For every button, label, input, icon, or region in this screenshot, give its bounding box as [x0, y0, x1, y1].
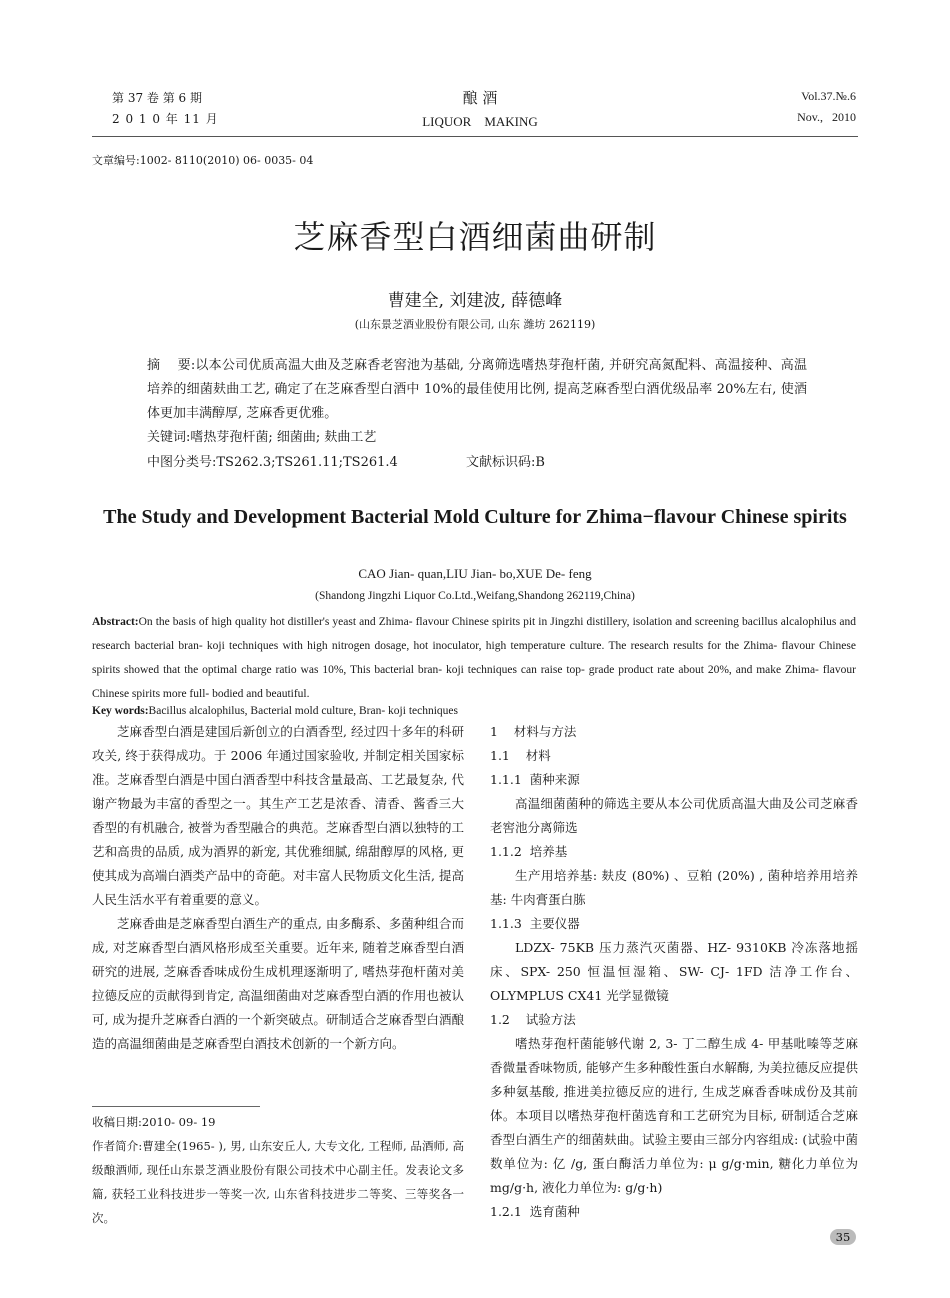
body-paragraph: 生产用培养基: 麸皮 (80%) 、豆粕 (20%) , 菌种培养用培养基: 牛肉膏蛋白胨 — [490, 868, 858, 907]
en-abstract — [92, 610, 856, 706]
journal-volume: 第 37 卷 第 6 期 — [112, 91, 202, 105]
section-heading: 1.1.3 主要仪器 — [490, 916, 580, 931]
keywords-cn: 关键词:嗜热芽孢杆菌; 细菌曲; 麸曲工艺 — [147, 430, 377, 445]
body-paragraph: LDZX- 75KB 压力蒸汽灭菌器、HZ- 9310KB 冷冻落地摇床、SPX- 250 恒温恒湿箱、SW- CJ- 1FD 洁净工作台、OLYMPLUS CX41 光学显微镜 — [490, 940, 858, 1003]
section-heading: 1.1.1 菌种来源 — [490, 772, 580, 787]
journal-name-cn: 酿 酒 — [462, 89, 498, 107]
en-affiliation: (Shandong Jingzhi Liquor Co.Ltd.,Weifang,Shandong 262119,China) — [315, 590, 635, 602]
author-bio: 作者简介:曹建全(1965- ), 男, 山东安丘人, 大专文化, 工程师, 品酒师, 高级酿酒师, 现任山东景芝酒业股份有限公司技术中心副主任。发表论文多篇, 获轻工业科技进步一等奖一次, 山东省科技进步二等奖、三等奖各一次。 — [92, 1139, 464, 1225]
right-column — [490, 720, 858, 1224]
section-heading: 1 材料与方法 — [490, 724, 577, 739]
section-heading: 1.2 试验方法 — [490, 1012, 576, 1027]
journal-date: 2 0 1 0 年 11 月 — [112, 112, 219, 126]
en-title: The Study and Development Bacterial Mold Culture for Zhima−flavour Chinese spirits — [103, 506, 847, 528]
left-column — [92, 720, 464, 1056]
doc-code: 文献标识码:B — [466, 455, 545, 470]
en-authors: CAO Jian- quan,LIU Jian- bo,XUE De- feng — [358, 566, 592, 581]
en-abstract-text: On the basis of high quality hot distiller's yeast and Zhima- flavour Chinese spirits pit in Jingzhi distillery, isolation and screening bacillus alcalophilus and research bacterial bran- koji techniques with high nitrogen dosage, hot inoculator, high temperature culture. The research results for the Zhima- flavour Chinese spirits showed that the optimal charge ratio was 10%, This bacterial bran- koji techniques can raise top- grade product rate about 20%, and make Zhima- flavour Chinese spirits more full- bodied and beautiful. — [92, 616, 856, 700]
en-abstract-label: Abstract: — [92, 616, 139, 628]
journal-name-en: LIQUOR MAKING — [422, 114, 538, 129]
abstract-cn-text: 以本公司优质高温大曲及芝麻香老窖池为基础, 分离筛选嗜热芽孢杆菌, 并研究高氮配料、高温接种、高温培养的细菌麸曲工艺, 确定了在芝麻香型白酒中 10%的最佳使用比例, 提高芝麻香型白酒优级品率 20%左右, 使酒体更加丰满醇厚, 芝麻香更优雅。 — [147, 358, 807, 421]
body-paragraph: 芝麻香型白酒是建国后新创立的白酒香型, 经过四十多年的科研攻关, 终于获得成功。于 2006 年通过国家验收, 并制定相关国家标准。芝麻香型白酒是中国白酒香型中科技含量最高、工艺最复杂, 代谢产物最为丰富的香型之一。其生产工艺是浓香、清香、酱香三大香型的有机融合, 被誉为香型融合的典范。芝麻香型白酒以独特的工艺和高贵的品质, 成为酒界的新宠, 其优雅细腻, 绵甜醇厚的风格, 更使其成为高端白酒类产品中的奇葩。对丰富人民物质文化生活, 提高人民生活水平有着重要的意义。 — [92, 724, 464, 907]
en-keywords — [92, 705, 458, 717]
received-date: 收稿日期:2010- 09- 19 — [92, 1115, 216, 1129]
article-id: 文章编号:1002- 8110(2010) 06- 0035- 04 — [92, 154, 314, 167]
body-paragraph: 芝麻香曲是芝麻香型白酒生产的重点, 由多酶系、多菌种组合而成, 对芝麻香型白酒风格形成至关重要。近年来, 随着芝麻香型白酒研究的进展, 芝麻香香味成份生成机理逐渐明了, 嗜热芽孢杆菌对美拉德反应的贡献得到肯定, 高温细菌曲对芝麻香型白酒的作用也被认可, 成为提升芝麻香白酒的一个新突破点。研制适合芝麻香型白酒酿造的高温细菌曲是芝麻香型白酒技术创新的一个新方向。 — [92, 916, 464, 1051]
classification: 中图分类号:TS262.3;TS261.11;TS261.4 — [147, 455, 398, 470]
footnote — [92, 1110, 464, 1230]
header-rule — [92, 136, 858, 137]
authors: 曹建全, 刘建波, 薛德峰 — [387, 291, 563, 311]
journal-date-en: Nov., 2010 — [797, 110, 856, 124]
section-heading: 1.1.2 培养基 — [490, 844, 568, 859]
abstract-cn — [147, 354, 807, 426]
en-keywords-text: Bacillus alcalophilus, Bacterial mold culture, Bran- koji techniques — [148, 705, 459, 717]
body-paragraph: 嗜热芽孢杆菌能够代谢 2, 3- 丁二醇生成 4- 甲基吡嗪等芝麻香微量香味物质, 能够产生多种酸性蛋白水解酶, 为美拉德反应提供多种氨基酸, 推进美拉德反应的进行, 生成芝麻香香味成份及其前体。本项目以嗜热芽孢杆菌选育和工艺研究为目标, 研制适合芝麻香型白酒生产的细菌麸曲。试验主要由三部分内容组成: (试验中菌数单位为: 亿 /g, 蛋白酶活力单位为: μ g/g·min, 糖化力单位为 mg/g·h, 液化力单位为: g/g·h) — [490, 1036, 858, 1195]
section-heading: 1.2.1 选育菌种 — [490, 1204, 580, 1219]
abstract-cn-label: 摘 要: — [147, 358, 196, 373]
footnote-rule — [92, 1106, 260, 1107]
body-paragraph: 高温细菌菌种的筛选主要从本公司优质高温大曲及公司芝麻香老窖池分离筛选 — [490, 796, 858, 835]
affiliation: (山东景芝酒业股份有限公司, 山东 潍坊 262119) — [354, 318, 596, 331]
page-number: 35 — [830, 1229, 856, 1245]
section-heading: 1.1 材料 — [490, 748, 551, 763]
en-keywords-label: Key words: — [92, 705, 149, 717]
page-title: 芝麻香型白酒细菌曲研制 — [293, 218, 657, 256]
journal-volume-en: Vol.37.№.6 — [801, 89, 856, 103]
